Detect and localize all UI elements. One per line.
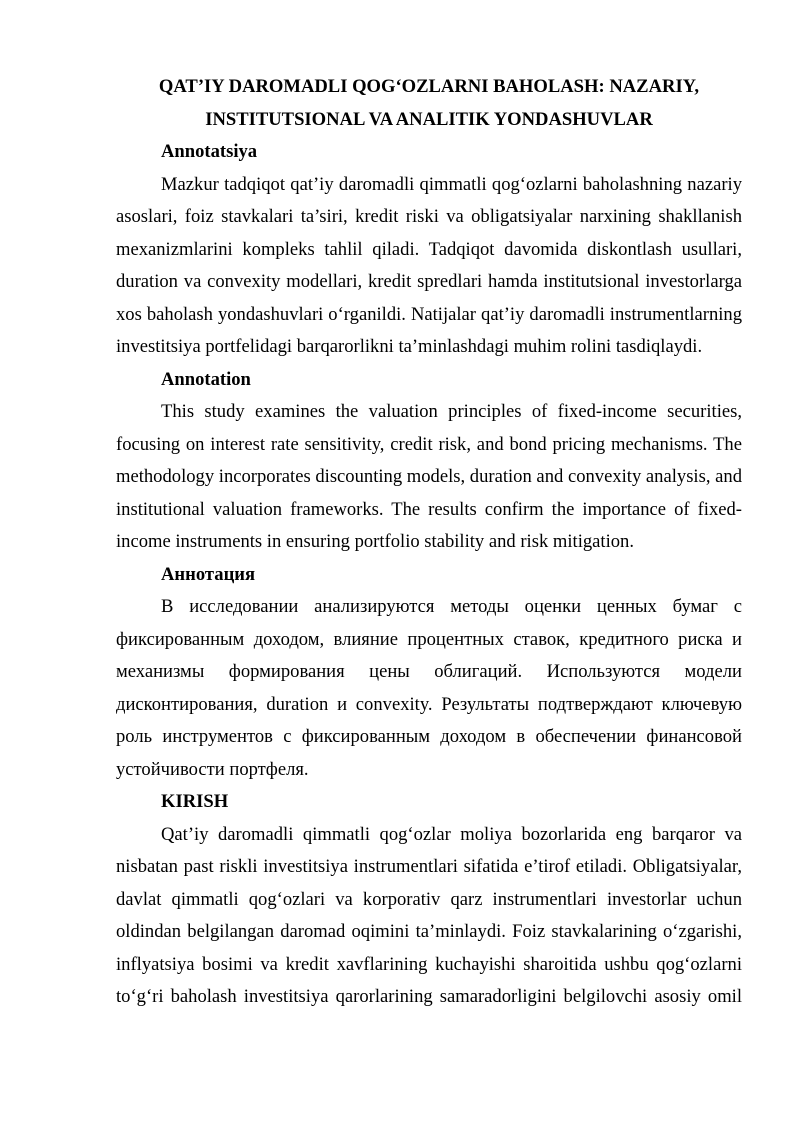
annotation-heading: Annotation: [161, 368, 251, 390]
annotatsiya-paragraph: Mazkur tadqiqot qat’iy daromadli qimmatli qog‘ozlarni baholashning nazariy asoslari, foiz stavkalari ta’siri, kredit riski va obligatsiyalar narxining shakllanish mexanizmlarini kompleks tahlil qiladi. Tadqiqot davomida diskontlash usullari, duration va convexity modellari, kredit spredlari hamda institutsional investorlarga xos baholash yondashuvlari o‘rganildi. Natijalar qat’iy daromadli instrumentlarning investitsiya portfelidagi barqarorlikni ta’minlashdagi muhim rolini tasdiqlaydi.: [116, 173, 742, 357]
document-body: [116, 71, 742, 1014]
title-line-1: QAT’IY DAROMADLI QOG‘OZLARNI BAHOLASH: NAZARIY,: [158, 76, 700, 97]
annotatsiya-ru-heading: Аннотация: [161, 563, 256, 585]
kirish-heading: KIRISH: [161, 791, 229, 812]
annotatsiya-ru-paragraph: В исследовании анализируются методы оценки ценных бумаг с фиксированным доходом, влияние процентных ставок, кредитного риска и механизмы формирования цены облигаций. Используются модели дисконтирования, duration и convexity. Результаты подтверждают ключевую роль инструментов с фиксированным доходом в обеспечении финансовой устойчивости портфеля.: [116, 596, 742, 780]
document-title: [116, 71, 742, 136]
title-line-2: INSTITUTSIONAL VA ANALITIK YONDASHUVLAR: [205, 108, 653, 130]
kirish-paragraph: Qat’iy daromadli qimmatli qog‘ozlar moliya bozorlarida eng barqaror va nisbatan past riskli investitsiya instrumentlari sifatida e’tirof etiladi. Obligatsiyalar, davlat qimmatli qog‘ozlari va korporativ qarz instrumentlari investorlar uchun oldindan belgilangan daromad oqimini ta’minlaydi. Foiz stavkalarining o‘zgarishi, inflyatsiya bosimi va kredit xavflarining kuchayishi sharoitida ushbu qog‘ozlarni to‘g‘ri baholash investitsiya qarorlarining samaradorligini belgilovchi asosiy omil: [116, 823, 742, 1007]
annotation-paragraph: This study examines the valuation principles of fixed-income securities, focusing on interest rate sensitivity, credit risk, and bond pricing mechanisms. The methodology incorporates discounting models, duration and convexity analysis, and institutional valuation frameworks. The results confirm the importance of fixed-income instruments in ensuring portfolio stability and risk mitigation.: [116, 401, 742, 552]
annotatsiya-heading: Annotatsiya: [161, 141, 258, 162]
